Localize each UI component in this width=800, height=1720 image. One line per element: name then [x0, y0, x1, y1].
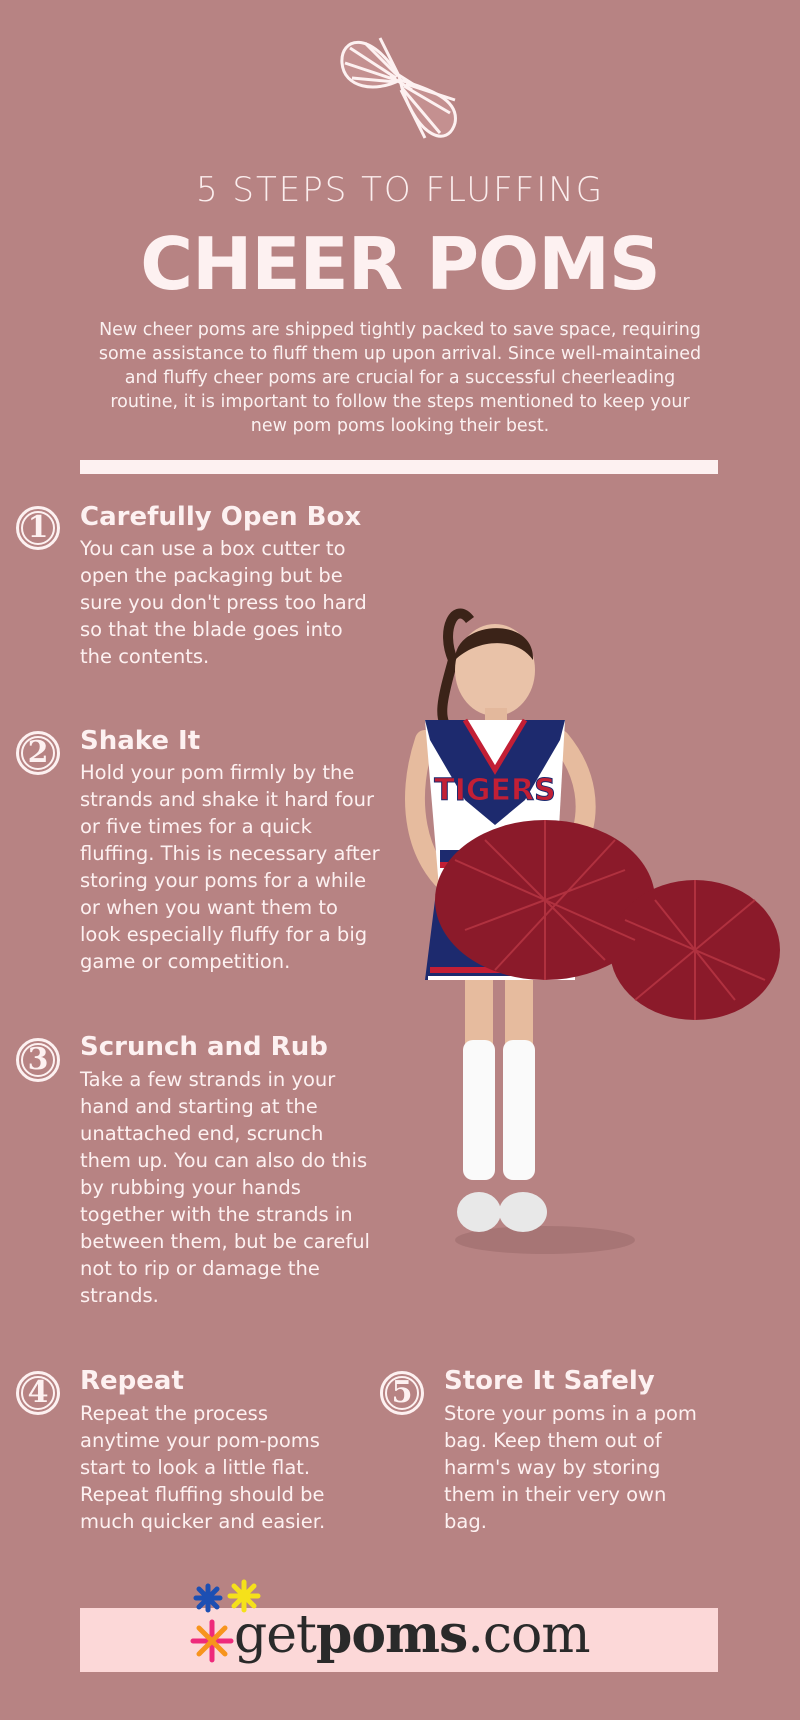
step-number-badge: 1: [16, 506, 60, 550]
intro-paragraph: New cheer poms are shipped tightly packed to save space, requiring some assistance to fluff them up upon arrival. Since well-maintained and fluffy cheer poms are crucial for a successful cheerleading routine, it is important to follow the steps mentioned to keep your new pom poms looking their best.: [98, 320, 702, 436]
page-title: CHEER POMS: [140, 222, 660, 306]
step-number-badge: 3: [16, 1038, 60, 1082]
jersey-text: TIGERS: [434, 773, 556, 808]
step-number-badge: 5: [380, 1371, 424, 1415]
cheer-pom-logo-icon: [330, 18, 470, 148]
step-body: Take a few strands in your hand and starting at the unattached end, scrunch them up. You can also do this by rubbing your hands together with the strands in between them, but be careful not to rip or damage the strands.: [80, 1068, 370, 1307]
cheerleader-figure: [395, 600, 795, 1260]
step-title: Repeat: [80, 1366, 184, 1396]
step-title: Carefully Open Box: [80, 502, 362, 532]
step-number-badge: 4: [16, 1371, 60, 1415]
step-body: Hold your pom firmly by the strands and shake it hard four or five times for a quick fluffing. This is necessary after storing your poms for a while or when you want them to look especially fluffy for a big game or competition.: [80, 761, 380, 973]
step-body: Repeat the process anytime your pom-poms start to look a little flat. Repeat fluffing should be much quicker and easier.: [80, 1402, 326, 1533]
step-body: You can use a box cutter to open the packaging but be sure you don't press too hard so that the blade goes into the contents.: [80, 537, 367, 668]
step-title: Scrunch and Rub: [80, 1032, 328, 1062]
page-subtitle: 5 STEPS TO FLUFFING: [195, 170, 605, 210]
step-title: Shake It: [80, 726, 201, 756]
divider: [80, 460, 718, 474]
step-title: Store It Safely: [444, 1366, 655, 1396]
step-number-badge: 2: [16, 731, 60, 775]
brand-logo-text[interactable]: getpoms.com: [234, 1604, 590, 1665]
step-body: Store your poms in a pom bag. Keep them out of harm's way by storing them in their very own bag.: [444, 1402, 697, 1533]
